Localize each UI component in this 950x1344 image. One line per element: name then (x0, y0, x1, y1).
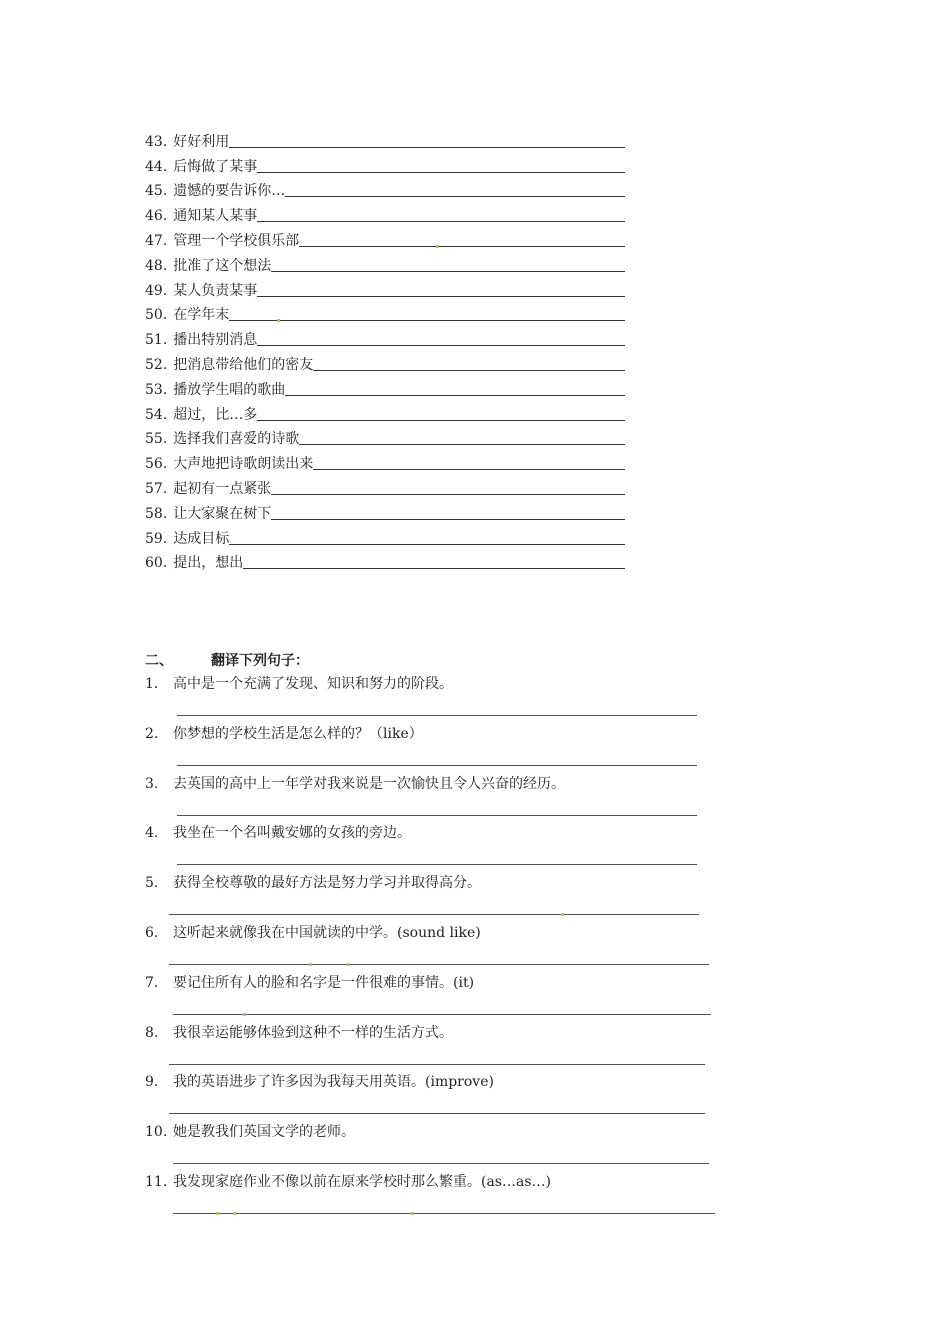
phrase-text: 后悔做了某事 (173, 158, 258, 175)
sentence-item (145, 1071, 725, 1121)
sentence-item (145, 1022, 725, 1072)
phrase-text: 达成目标 (173, 530, 230, 547)
sentence-prompt (145, 773, 565, 795)
speck-mark (436, 245, 439, 248)
sentence-prompt (145, 822, 411, 844)
phrase-item (145, 126, 625, 151)
phrase-text: 把消息带给他们的密友 (173, 356, 314, 373)
sentence-text: 高中是一个充满了发现、知识和努力的阶段。 (173, 676, 453, 692)
phrase-number: 50. (145, 307, 168, 324)
phrase-text: 遗憾的要告诉你… (173, 183, 286, 200)
answer-blank[interactable] (285, 381, 625, 396)
answer-line[interactable] (173, 1212, 715, 1214)
phrase-number: 57. (145, 480, 168, 497)
answer-line[interactable] (169, 913, 699, 915)
phrase-text: 超过，比…多 (173, 406, 258, 423)
sentence-prompt (145, 872, 481, 894)
sentence-text: 这听起来就像我在中国就读的中学。(sound like) (173, 924, 481, 941)
phrase-number: 44. (145, 158, 168, 175)
sentence-prompt (145, 1071, 494, 1093)
phrase-number: 59. (145, 530, 168, 547)
sentence-number: 5. (145, 875, 159, 892)
answer-blank[interactable] (313, 356, 625, 371)
speck-mark (309, 963, 312, 966)
answer-line[interactable] (177, 863, 697, 865)
speck-mark (233, 1212, 236, 1215)
phrase-text: 起初有一点紧张 (173, 480, 272, 497)
sentence-text: 我很幸运能够体验到这种不一样的生活方式。 (173, 1024, 453, 1041)
phrase-text: 好好利用 (173, 133, 230, 150)
sentence-number: 7. (145, 974, 159, 991)
sentence-number: 1. (145, 676, 159, 692)
sentence-item (145, 922, 725, 972)
sentence-prompt (145, 723, 423, 745)
phrase-item (145, 275, 625, 300)
phrase-number: 52. (145, 356, 168, 373)
answer-blank[interactable] (229, 133, 625, 148)
phrase-number: 60. (145, 555, 168, 572)
phrase-text: 提出，想出 (173, 555, 244, 572)
sentence-number: 10. (145, 1124, 168, 1141)
phrase-number: 49. (145, 282, 168, 299)
answer-line[interactable] (177, 714, 697, 716)
phrase-number: 51. (145, 332, 168, 349)
answer-blank[interactable] (285, 182, 625, 197)
sentence-prompt (145, 1022, 453, 1044)
answer-line[interactable] (177, 814, 697, 816)
phrase-text: 某人负责某事 (173, 282, 258, 299)
phrase-item (145, 349, 625, 374)
speck-mark (243, 1013, 246, 1016)
section-title: 翻译下列句子： (211, 653, 309, 669)
answer-line[interactable] (169, 1063, 705, 1065)
speck-mark (277, 319, 280, 322)
phrase-item (145, 300, 625, 325)
sentence-number: 6. (145, 924, 159, 941)
speck-mark (411, 1212, 414, 1215)
answer-blank[interactable] (257, 406, 625, 421)
phrase-item (145, 548, 625, 573)
phrase-text: 让大家聚在树下 (173, 505, 272, 522)
sentence-prompt (145, 972, 474, 994)
sentence-text: 去英国的高中上一年学对我来说是一次愉快且令人兴奋的经历。 (173, 775, 565, 792)
phrase-number: 55. (145, 431, 168, 448)
answer-line[interactable] (173, 1013, 711, 1015)
answer-blank[interactable] (299, 232, 625, 247)
answer-blank[interactable] (271, 505, 625, 520)
phrase-number: 54. (145, 406, 168, 423)
phrase-item (145, 200, 625, 225)
sentence-text: 我坐在一个名叫戴安娜的女孩的旁边。 (173, 825, 411, 842)
phrase-text: 批准了这个想法 (173, 257, 272, 274)
sentence-number: 9. (145, 1074, 159, 1091)
speck-mark (561, 913, 564, 916)
sentence-item (145, 872, 725, 922)
phrase-item (145, 523, 625, 548)
phrase-item (145, 374, 625, 399)
answer-blank[interactable] (257, 331, 625, 346)
phrase-number: 43. (145, 133, 168, 150)
sentence-number: 8. (145, 1024, 159, 1041)
sentence-item (145, 972, 725, 1022)
answer-blank[interactable] (271, 480, 625, 495)
phrase-text: 管理一个学校俱乐部 (173, 232, 300, 249)
sentence-prompt (145, 673, 453, 695)
sentence-item (145, 723, 725, 773)
sentence-text: 我的英语进步了许多因为我每天用英语。(improve) (173, 1074, 494, 1091)
phrase-list (145, 126, 625, 572)
answer-blank[interactable] (257, 282, 625, 297)
answer-line[interactable] (173, 1162, 709, 1164)
sentence-prompt (145, 1121, 355, 1143)
sentence-number: 4. (145, 825, 159, 842)
phrase-item (145, 176, 625, 201)
answer-blank[interactable] (299, 430, 625, 445)
speck-mark (216, 1212, 219, 1215)
phrase-item (145, 448, 625, 473)
phrase-text: 大声地把诗歌朗读出来 (173, 456, 314, 473)
sentence-item (145, 822, 725, 872)
sentence-text: 要记住所有人的脸和名字是一件很难的事情。(it) (173, 974, 475, 991)
sentence-item (145, 1171, 725, 1221)
phrase-number: 53. (145, 381, 168, 398)
answer-blank[interactable] (313, 455, 625, 470)
sentence-text: 我发现家庭作业不像以前在原来学校时那么繁重。(as…as…) (173, 1173, 551, 1190)
answer-blank[interactable] (257, 158, 625, 173)
sentence-number: 3. (145, 775, 159, 792)
answer-blank[interactable] (257, 207, 625, 222)
phrase-number: 56. (145, 456, 168, 473)
answer-blank[interactable] (229, 306, 625, 321)
sentence-number: 2. (145, 725, 159, 742)
phrase-text: 播放学生唱的歌曲 (173, 381, 286, 398)
phrase-item (145, 424, 625, 449)
sentence-prompt (145, 922, 481, 944)
phrase-item (145, 250, 625, 275)
sentence-number: 11. (145, 1173, 168, 1190)
answer-line[interactable] (169, 1112, 705, 1114)
sentence-item (145, 1121, 725, 1171)
phrase-item (145, 324, 625, 349)
phrase-item (145, 473, 625, 498)
phrase-number: 47. (145, 232, 168, 249)
section-heading (145, 650, 309, 670)
answer-line[interactable] (177, 764, 697, 766)
sentence-prompt (145, 1171, 551, 1193)
phrase-text: 播出特别消息 (173, 332, 258, 349)
phrase-text: 通知某人某事 (173, 208, 258, 225)
sentence-list (145, 673, 725, 1221)
phrase-number: 45. (145, 183, 168, 200)
sentence-item (145, 773, 725, 823)
answer-line[interactable] (169, 963, 709, 965)
sentence-text: 你梦想的学校生活是怎么样的？（like） (173, 725, 423, 742)
answer-blank[interactable] (243, 554, 625, 569)
sentence-text: 她是教我们英国文学的老师。 (173, 1124, 355, 1141)
answer-blank[interactable] (271, 257, 625, 272)
phrase-number: 48. (145, 257, 168, 274)
phrase-number: 46. (145, 208, 168, 225)
speck-mark (347, 963, 350, 966)
section-number: 二、 (145, 653, 173, 669)
phrase-item (145, 225, 625, 250)
phrase-number: 58. (145, 505, 168, 522)
answer-blank[interactable] (229, 530, 625, 545)
phrase-item (145, 498, 625, 523)
phrase-item (145, 151, 625, 176)
sentence-item (145, 673, 725, 723)
sentence-text: 获得全校尊敬的最好方法是努力学习并取得高分。 (173, 875, 481, 892)
phrase-item (145, 399, 625, 424)
phrase-text: 在学年末 (173, 307, 230, 324)
phrase-text: 选择我们喜爱的诗歌 (173, 431, 300, 448)
